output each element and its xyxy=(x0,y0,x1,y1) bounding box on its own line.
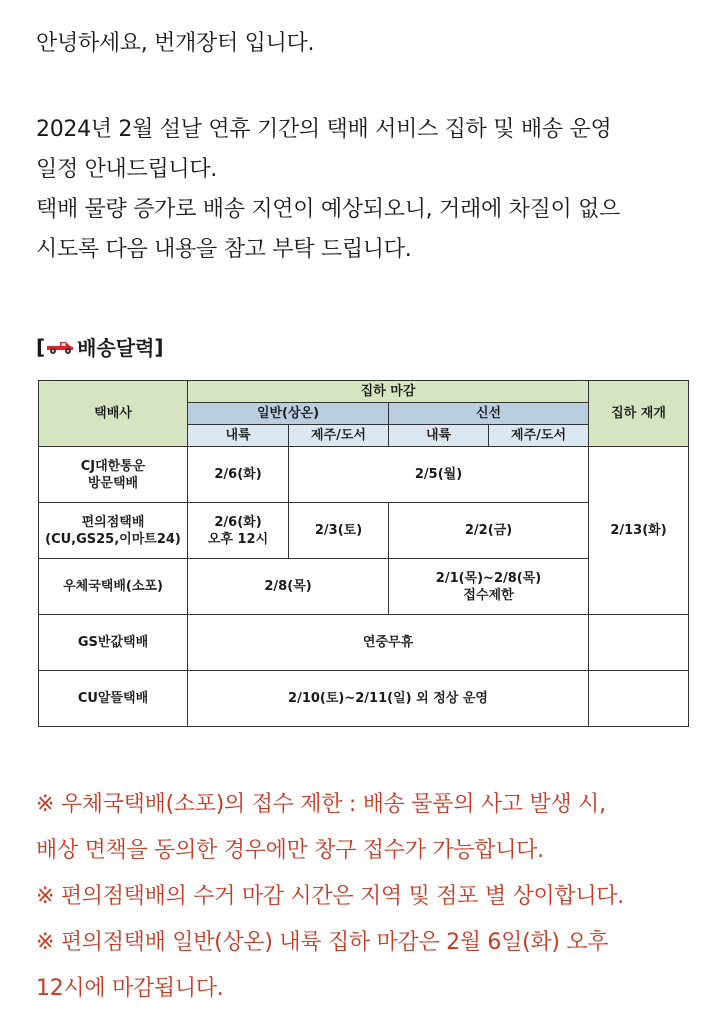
cell-text: 오후 12시 xyxy=(207,531,269,547)
carrier-name: CJ대한통운 xyxy=(80,458,146,474)
notice-line: ※ 편의점택배의 수거 마감 시간은 지역 및 점포 별 상이합니다. xyxy=(36,884,624,909)
table-row xyxy=(39,447,689,503)
header-pickup-deadline: 집하 마감 xyxy=(188,381,589,403)
gs-value: 연중무휴 xyxy=(188,615,589,671)
delivery-calendar-table xyxy=(38,380,689,727)
carrier-post: 우체국택배(소포) xyxy=(39,559,188,615)
cu-resume-empty xyxy=(589,671,689,727)
cell-text: 접수제한 xyxy=(463,587,514,603)
carrier-cvs xyxy=(39,503,188,559)
carrier-gs: GS반값택배 xyxy=(39,615,188,671)
intro-line: 택배 물량 증가로 배송 지연이 예상되오니, 거래에 차질이 없으 xyxy=(36,197,621,222)
red-pickup-truck-icon xyxy=(45,337,75,357)
header-fresh-jeju: 제주/도서 xyxy=(489,425,589,447)
intro-line: 2024년 2월 설날 연휴 기간의 택배 서비스 집하 및 배송 운영 xyxy=(36,117,612,142)
header-general: 일반(상온) xyxy=(188,403,389,425)
header-carrier: 택배사 xyxy=(39,381,188,447)
carrier-cj xyxy=(39,447,188,503)
post-general: 2/8(목) xyxy=(188,559,389,615)
notice-line: 12시에 마감됩니다. xyxy=(36,976,224,1001)
header-general-inland: 내륙 xyxy=(188,425,289,447)
cvs-general-inland xyxy=(188,503,289,559)
resume-date: 2/13(화) xyxy=(589,447,689,615)
carrier-cu: CU알뜰택배 xyxy=(39,671,188,727)
gs-resume-empty xyxy=(589,615,689,671)
notice-line: ※ 편의점택배 일반(상온) 내륙 집하 마감은 2월 6일(화) 오후 xyxy=(36,930,609,955)
greeting: 안녕하세요, 번개장터 입니다. xyxy=(36,31,315,56)
header-pickup-resume: 집하 재개 xyxy=(589,381,689,447)
cj-deadline: 2/5(월) xyxy=(289,447,589,503)
header-fresh: 신선 xyxy=(389,403,589,425)
carrier-name: (CU,GS25,이마트24) xyxy=(45,531,181,547)
header-fresh-inland: 내륙 xyxy=(389,425,489,447)
cvs-fresh: 2/2(금) xyxy=(389,503,589,559)
notice-line: ※ 우체국택배(소포)의 접수 제한 : 배송 물품의 사고 발생 시, xyxy=(36,792,606,817)
section-title: 배송달력 xyxy=(77,336,155,360)
notice-line: 배상 면책을 동의한 경우에만 창구 접수가 가능합니다. xyxy=(36,838,544,863)
intro-line: 시도록 다음 내용을 참고 부탁 드립니다. xyxy=(36,237,412,262)
header-general-jeju: 제주/도서 xyxy=(289,425,389,447)
carrier-name: 방문택배 xyxy=(87,475,139,491)
cu-value: 2/10(토)~2/11(일) 외 정상 운영 xyxy=(188,671,589,727)
intro-line: 일정 안내드립니다. xyxy=(36,157,218,182)
cell-text: 2/6(화) xyxy=(214,514,262,530)
notice-list xyxy=(36,782,624,1012)
post-fresh xyxy=(389,559,589,615)
carrier-name: 편의점택배 xyxy=(81,514,145,530)
table-row xyxy=(39,615,689,671)
table-row xyxy=(39,671,689,727)
intro-paragraph xyxy=(36,110,620,270)
cell-text: 2/1(목)~2/8(목) xyxy=(435,570,542,586)
cvs-general-jeju: 2/3(토) xyxy=(289,503,389,559)
cj-general-inland: 2/6(화) xyxy=(188,447,289,503)
heading-close-bracket: ] xyxy=(154,334,164,359)
section-heading xyxy=(36,332,164,361)
heading-open-bracket: [ xyxy=(36,334,46,359)
